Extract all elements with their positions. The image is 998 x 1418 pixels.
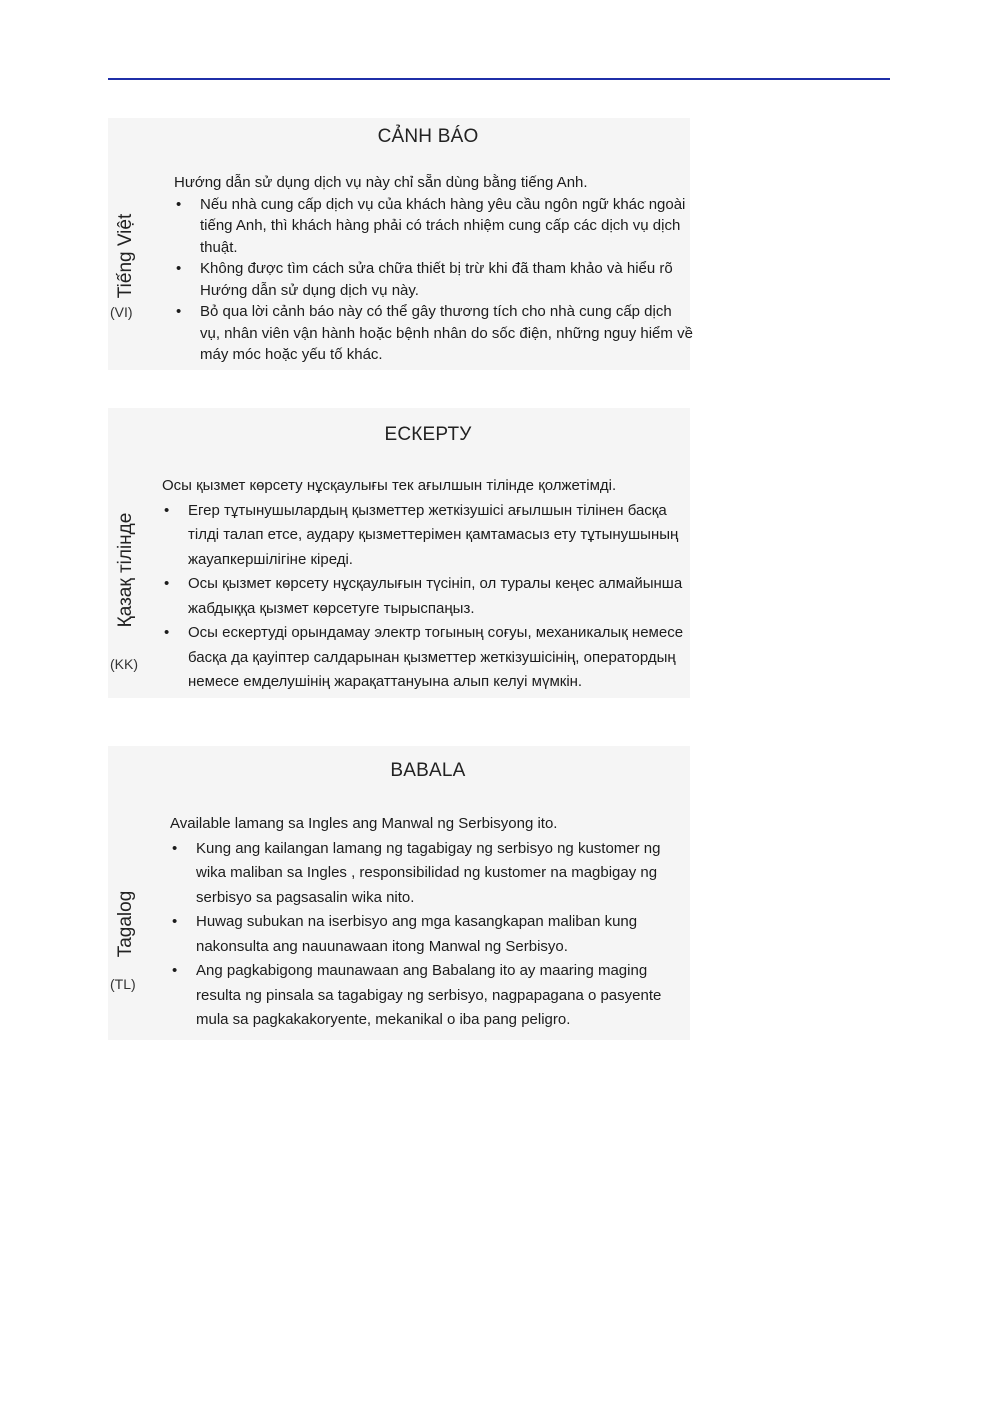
bullet-icon: • (164, 575, 170, 592)
list-item (162, 621, 692, 695)
list-item-text: Kung ang kailangan lamang ng tagabigay ng serbisyo ng kustomer ng wika maliban sa Ingles , responsibilidad ng kustomer na magbigay ng serbisyo sa pagsasalin wika nito. (196, 839, 661, 906)
list-item (174, 301, 694, 366)
list-item-text: Bỏ qua lời cảnh báo này có thể gây thương tích cho nhà cung cấp dịch vụ, nhân viên vận hành hoặc bệnh nhân do sốc điện, những nguy hiểm về máy móc hoặc yếu tố khác. (200, 303, 693, 363)
bullet-icon: • (176, 195, 182, 213)
warning-list (170, 837, 694, 1033)
list-item (162, 572, 692, 621)
warning-list (174, 194, 694, 366)
language-code: (KK) (110, 656, 138, 672)
bullet-icon: • (172, 913, 178, 930)
bullet-icon: • (172, 962, 178, 979)
language-code: (TL) (110, 976, 136, 992)
language-name: Қазақ тілінде (115, 512, 136, 628)
section-title: ЕСКЕРТУ (384, 424, 472, 445)
bullet-icon: • (164, 501, 170, 519)
header-rule (108, 78, 890, 80)
list-item-text: Nếu nhà cung cấp dịch vụ của khách hàng yêu cầu ngôn ngữ khác ngoài tiếng Anh, thì khách hàng phải có trách nhiệm cung cấp các dịch vụ dịch thuật. (200, 195, 686, 256)
list-item-text: Егер тұтынушылардың қызметтер жеткізушісі ағылшын тілінен басқа тілді талап етсе, аудару қызметтерімен қамтамасыз ету тұтынушының жауапкершілігіне кіреді. (188, 501, 679, 568)
bullet-icon: • (164, 624, 170, 641)
bullet-icon: • (172, 839, 178, 857)
warning-intro: Available lamang sa Ingles ang Manwal ng Serbisyong ito. (170, 815, 558, 832)
warning-body (174, 172, 694, 366)
language-name: Tiếng Việt (115, 213, 136, 299)
list-item (170, 910, 694, 959)
language-code: (VI) (110, 304, 133, 320)
list-item-text: Осы ескертуді орындамау электр тогының соғуы, механикалық немесе басқа да қауіптер салдарынан қызметтер жеткізушісінің, оператордың немесе емделушінің жарақаттануына алып келуі мүмкін. (188, 624, 684, 690)
warning-section-tl (108, 746, 690, 1040)
list-item (162, 499, 692, 573)
warning-intro: Осы қызмет көрсету нұсқаулығы тек ағылшын тілінде қолжетімді. (162, 477, 617, 494)
warning-section-kk (108, 408, 690, 698)
list-item (174, 194, 694, 259)
warning-section-vi (108, 118, 693, 370)
section-title: BABALA (390, 760, 466, 781)
list-item-text: Осы қызмет көрсету нұсқаулығын түсініп, ол туралы кеңес алмайынша жабдыққа қызмет көрсетуге тырыспаңыз. (188, 575, 683, 617)
list-item (170, 837, 694, 911)
warning-intro: Hướng dẫn sử dụng dịch vụ này chỉ sẵn dùng bằng tiếng Anh. (174, 174, 588, 191)
warning-body (162, 474, 692, 695)
warning-body (170, 812, 694, 1033)
bullet-icon: • (176, 260, 182, 277)
bullet-icon: • (176, 303, 182, 320)
language-name: Tagalog (115, 890, 136, 958)
warning-list (162, 499, 692, 695)
list-item-text: Ang pagkabigong maunawaan ang Babalang ito ay maaring maging resulta ng pinsala sa tagabigay ng serbisyo, nagpapagana o pasyente mula sa pagkakakoryente, mekanikal o iba pang peligro. (196, 962, 662, 1028)
section-title: CẢNH BÁO (377, 126, 479, 147)
list-item (170, 959, 694, 1033)
list-item-text: Không được tìm cách sửa chữa thiết bị trừ khi đã tham khảo và hiểu rõ Hướng dẫn sử dụng dịch vụ này. (200, 260, 673, 299)
list-item-text: Huwag subukan na iserbisyo ang mga kasangkapan maliban kung nakonsulta ang nauunawaan itong Manwal ng Serbisyo. (196, 913, 638, 955)
list-item (174, 258, 694, 301)
